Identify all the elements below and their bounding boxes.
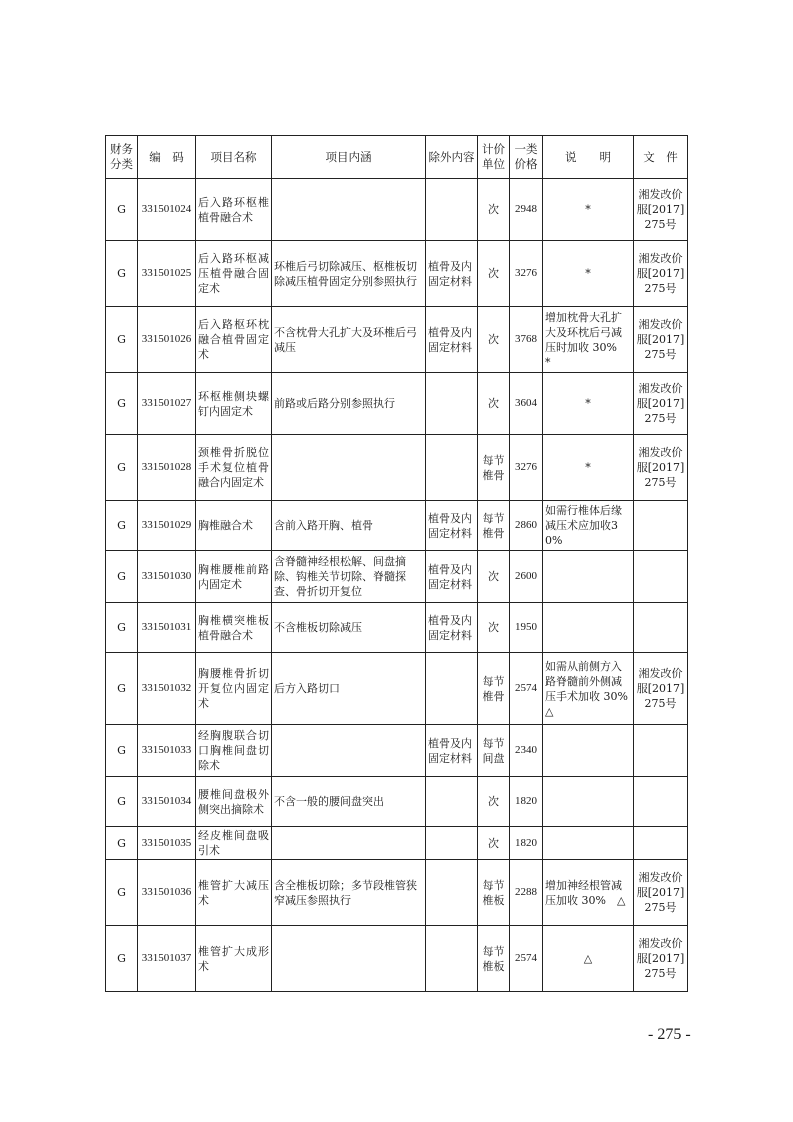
cell-category: G [106, 551, 138, 603]
cell-note: 增加枕骨大孔扩大及环枕后弓减压时加收 30% * [543, 307, 634, 373]
cell-name: 胸椎融合术 [196, 501, 272, 551]
cell-excluded: 植骨及内固定材料 [426, 501, 478, 551]
header-name: 项目名称 [196, 136, 272, 179]
cell-unit: 次 [478, 307, 510, 373]
cell-note: * [543, 241, 634, 307]
header-content: 项目内涵 [272, 136, 426, 179]
cell-price: 3276 [510, 435, 543, 501]
cell-content: 不含椎板切除减压 [272, 603, 426, 653]
cell-unit: 每节椎骨 [478, 653, 510, 725]
cell-content: 前路或后路分别参照执行 [272, 373, 426, 435]
cell-code: 331501034 [138, 777, 196, 827]
header-category: 财务分类 [106, 136, 138, 179]
cell-content: 含前入路开胸、植骨 [272, 501, 426, 551]
table-row [106, 241, 688, 307]
cell-note [543, 551, 634, 603]
header-unit: 计价单位 [478, 136, 510, 179]
cell-content [272, 435, 426, 501]
cell-name: 后入路枢环枕融合植骨固定术 [196, 307, 272, 373]
cell-note: 如需从前侧方入路脊髓前外侧减压手术加收 30% △ [543, 653, 634, 725]
table-header-row [106, 136, 688, 179]
cell-excluded [426, 926, 478, 992]
cell-category: G [106, 827, 138, 860]
cell-note [543, 603, 634, 653]
cell-excluded: 植骨及内固定材料 [426, 241, 478, 307]
cell-name: 后入路环枢减压植骨融合固定术 [196, 241, 272, 307]
cell-excluded: 植骨及内固定材料 [426, 603, 478, 653]
price-table [105, 135, 688, 992]
cell-name: 经胸腹联合切口胸椎间盘切除术 [196, 725, 272, 777]
cell-content: 后方入路切口 [272, 653, 426, 725]
cell-name: 椎管扩大成形术 [196, 926, 272, 992]
cell-excluded [426, 179, 478, 241]
cell-unit: 每节椎板 [478, 926, 510, 992]
cell-category: G [106, 435, 138, 501]
cell-name: 胸椎腰椎前路内固定术 [196, 551, 272, 603]
cell-price: 1950 [510, 603, 543, 653]
table-row [106, 435, 688, 501]
cell-code: 331501024 [138, 179, 196, 241]
table-row [106, 551, 688, 603]
cell-unit: 次 [478, 777, 510, 827]
cell-price: 2574 [510, 926, 543, 992]
cell-note: 增加神经根管减压加收 30% △ [543, 860, 634, 926]
table-row [106, 307, 688, 373]
table-row [106, 179, 688, 241]
cell-content: 含脊髓神经根松解、间盘摘除、钩椎关节切除、脊髓探查、骨折切开复位 [272, 551, 426, 603]
cell-price: 2574 [510, 653, 543, 725]
cell-content [272, 827, 426, 860]
cell-code: 331501029 [138, 501, 196, 551]
cell-document [634, 603, 688, 653]
cell-unit: 每节椎骨 [478, 435, 510, 501]
cell-excluded [426, 777, 478, 827]
cell-price: 2860 [510, 501, 543, 551]
cell-content: 不含枕骨大孔扩大及环椎后弓减压 [272, 307, 426, 373]
cell-document: 湘发改价服[2017]275号 [634, 653, 688, 725]
cell-note [543, 777, 634, 827]
cell-document: 湘发改价服[2017]275号 [634, 373, 688, 435]
cell-category: G [106, 860, 138, 926]
cell-excluded [426, 860, 478, 926]
cell-document: 湘发改价服[2017]275号 [634, 241, 688, 307]
cell-document: 湘发改价服[2017]275号 [634, 926, 688, 992]
cell-price: 2948 [510, 179, 543, 241]
cell-name: 经皮椎间盘吸引术 [196, 827, 272, 860]
cell-note: △ [543, 926, 634, 992]
cell-content [272, 725, 426, 777]
cell-document [634, 725, 688, 777]
cell-name: 颈椎骨折脱位手术复位植骨融合内固定术 [196, 435, 272, 501]
cell-price: 1820 [510, 777, 543, 827]
cell-note: * [543, 373, 634, 435]
cell-code: 331501025 [138, 241, 196, 307]
cell-content [272, 179, 426, 241]
cell-code: 331501031 [138, 603, 196, 653]
cell-unit: 次 [478, 373, 510, 435]
header-note: 说 明 [543, 136, 634, 179]
cell-excluded [426, 435, 478, 501]
cell-price: 3768 [510, 307, 543, 373]
table-row [106, 373, 688, 435]
cell-unit: 次 [478, 179, 510, 241]
cell-price: 3604 [510, 373, 543, 435]
cell-note [543, 725, 634, 777]
header-price: 一类价格 [510, 136, 543, 179]
cell-unit: 次 [478, 551, 510, 603]
cell-note: 如需行椎体后缘减压术应加收30% [543, 501, 634, 551]
cell-code: 331501032 [138, 653, 196, 725]
header-excluded: 除外内容 [426, 136, 478, 179]
cell-name: 后入路环枢椎植骨融合术 [196, 179, 272, 241]
cell-document [634, 777, 688, 827]
cell-document: 湘发改价服[2017]275号 [634, 179, 688, 241]
cell-category: G [106, 777, 138, 827]
cell-note: * [543, 179, 634, 241]
cell-document: 湘发改价服[2017]275号 [634, 860, 688, 926]
cell-category: G [106, 241, 138, 307]
table-row [106, 827, 688, 860]
cell-category: G [106, 179, 138, 241]
table-body [106, 179, 688, 992]
cell-price: 1820 [510, 827, 543, 860]
cell-category: G [106, 653, 138, 725]
table-row [106, 501, 688, 551]
cell-unit: 每节间盘 [478, 725, 510, 777]
cell-document [634, 827, 688, 860]
cell-code: 331501027 [138, 373, 196, 435]
cell-unit: 每节椎板 [478, 860, 510, 926]
cell-category: G [106, 926, 138, 992]
table-row [106, 860, 688, 926]
cell-note: * [543, 435, 634, 501]
cell-excluded: 植骨及内固定材料 [426, 551, 478, 603]
cell-excluded: 植骨及内固定材料 [426, 725, 478, 777]
cell-excluded [426, 373, 478, 435]
cell-name: 环枢椎侧块螺钉内固定术 [196, 373, 272, 435]
cell-price: 3276 [510, 241, 543, 307]
page-number: - 275 - [648, 1026, 691, 1043]
cell-code: 331501028 [138, 435, 196, 501]
cell-unit: 每节椎骨 [478, 501, 510, 551]
cell-unit: 次 [478, 241, 510, 307]
header-document: 文 件 [634, 136, 688, 179]
cell-content [272, 926, 426, 992]
cell-name: 胸腰椎骨折切开复位内固定术 [196, 653, 272, 725]
cell-document: 湘发改价服[2017]275号 [634, 435, 688, 501]
cell-code: 331501030 [138, 551, 196, 603]
cell-excluded [426, 827, 478, 860]
header-code: 编 码 [138, 136, 196, 179]
cell-content: 不含一般的腰间盘突出 [272, 777, 426, 827]
cell-excluded: 植骨及内固定材料 [426, 307, 478, 373]
cell-category: G [106, 603, 138, 653]
cell-content: 含全椎板切除；多节段椎管狭窄减压参照执行 [272, 860, 426, 926]
cell-content: 环椎后弓切除减压、枢椎板切除减压植骨固定分别参照执行 [272, 241, 426, 307]
cell-code: 331501037 [138, 926, 196, 992]
cell-price: 2288 [510, 860, 543, 926]
cell-unit: 次 [478, 603, 510, 653]
cell-code: 331501035 [138, 827, 196, 860]
cell-name: 腰椎间盘极外侧突出摘除术 [196, 777, 272, 827]
cell-name: 胸椎横突椎板植骨融合术 [196, 603, 272, 653]
cell-category: G [106, 373, 138, 435]
cell-unit: 次 [478, 827, 510, 860]
cell-price: 2340 [510, 725, 543, 777]
table-row [106, 725, 688, 777]
cell-category: G [106, 501, 138, 551]
cell-name: 椎管扩大减压术 [196, 860, 272, 926]
table-row [106, 926, 688, 992]
cell-document [634, 501, 688, 551]
table-row [106, 653, 688, 725]
cell-code: 331501026 [138, 307, 196, 373]
cell-note [543, 827, 634, 860]
cell-excluded [426, 653, 478, 725]
cell-category: G [106, 725, 138, 777]
cell-price: 2600 [510, 551, 543, 603]
cell-document: 湘发改价服[2017]275号 [634, 307, 688, 373]
cell-code: 331501033 [138, 725, 196, 777]
table-row [106, 777, 688, 827]
cell-code: 331501036 [138, 860, 196, 926]
cell-category: G [106, 307, 138, 373]
cell-document [634, 551, 688, 603]
table-row [106, 603, 688, 653]
